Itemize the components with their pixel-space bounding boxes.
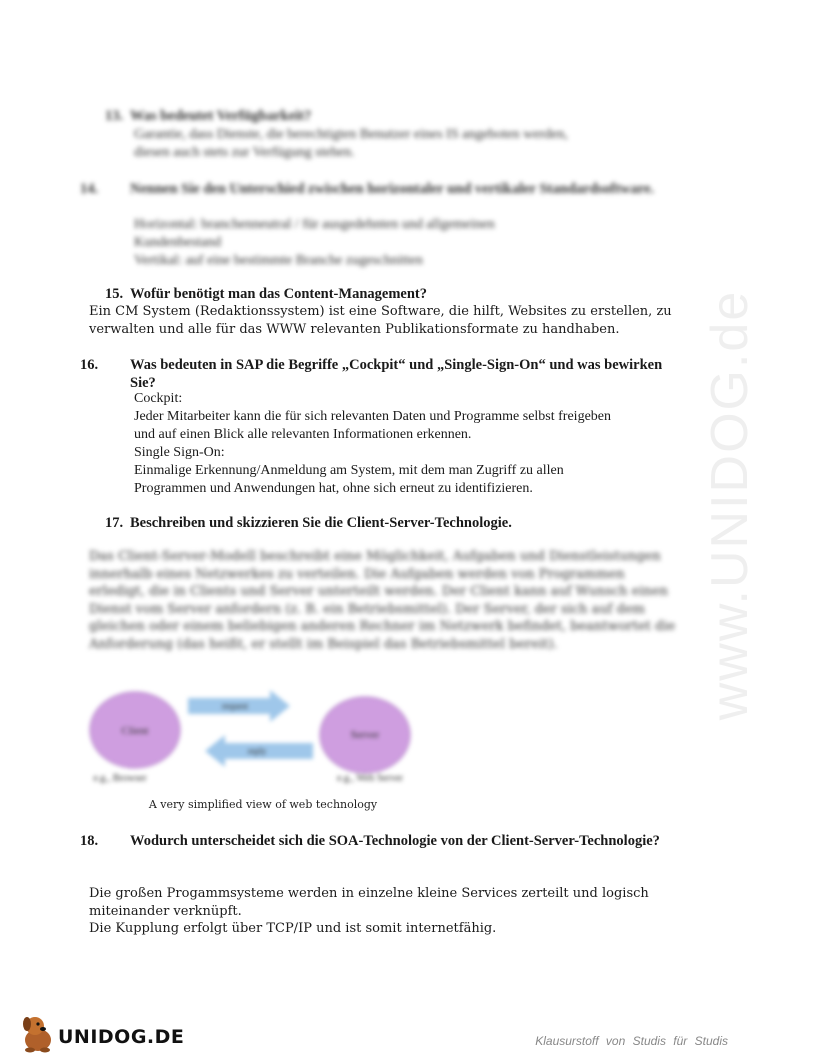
answer-15 <box>89 303 679 338</box>
dog-icon <box>18 1012 58 1054</box>
answer-line: Programmen und Anwendungen hat, ohne sich erneut zu identifizieren. <box>134 481 533 496</box>
question-16 <box>80 356 690 392</box>
answer-14 <box>134 216 674 270</box>
question-title: Nennen Sie den Unterschied zwischen horizontaler und vertikaler Standardsoftware. <box>130 181 655 197</box>
question-number: 13. <box>105 108 124 124</box>
answer-line: Vertikal: auf eine bestimmte Branche zugeschnitten <box>134 253 423 268</box>
answer-line: Anforderung (das heißt, er stellt im Beispiel das Betriebsmittel bereit). <box>89 636 558 652</box>
answer-18 <box>89 885 679 938</box>
watermark <box>630 270 830 740</box>
question-15 <box>105 285 665 303</box>
answer-line: Kundenbestand <box>134 235 222 250</box>
logo-text: UNIDOG.DE <box>58 1026 185 1048</box>
answer-line: diesen auch stets zur Verfügung stehen. <box>134 145 355 160</box>
answer-line: verwalten und alle für das WWW relevanten Publikationsformate zu handhaben. <box>89 321 620 337</box>
question-title: Wodurch unterscheidet sich die SOA-Technologie von der Client-Server-Technologie? <box>130 833 660 849</box>
question-number: 14. <box>80 181 99 197</box>
unidog-logo[interactable] <box>18 1012 185 1054</box>
answer-line: Die großen Progammsysteme werden in einzelne kleine Services zerteilt und logisch <box>89 886 649 901</box>
answer-line: erledigt, die in Clients und Server unterteilt werden. Der Client kann auf Wunsch einen <box>89 584 668 599</box>
answer-line: Ein CM System (Redaktionssystem) ist eine Software, die hilft, Websites zu erstellen, zu <box>89 304 672 319</box>
question-title: Beschreiben und skizzieren Sie die Client-Server-Technologie. <box>130 515 512 531</box>
answer-17 <box>89 548 679 653</box>
reply-label: reply <box>247 746 267 756</box>
answer-13 <box>134 126 674 162</box>
diagram-caption: A very simplified view of web technology <box>148 798 378 811</box>
question-18 <box>80 832 690 850</box>
client-label: Client <box>121 725 149 737</box>
watermark-text: www.UNIDOG.de <box>701 289 759 721</box>
server-caption: e.g., Web Server <box>337 773 403 784</box>
answer-line: Cockpit: <box>134 391 183 406</box>
footer-tagline: Klausurstoff von Studis für Studis <box>535 1034 728 1048</box>
answer-line: Das Client-Server-Modell beschreibt eine Möglichkeit, Aufgaben und Dienstleistungen <box>89 549 661 564</box>
question-17 <box>105 514 665 532</box>
question-title: Was bedeutet Verfügbarkeit? <box>130 108 312 124</box>
answer-line: Horizontal: branchenneutral / für ausgedehnten und allgemeinen <box>134 217 495 232</box>
question-title: Was bedeuten in SAP die Begriffe „Cockpit“ und „Single-Sign-On“ und was bewirken Sie? <box>130 357 663 391</box>
answer-line: Single Sign-On: <box>134 445 225 460</box>
request-label: request <box>222 701 248 711</box>
answer-line: innerhalb eines Netzwerkes zu verteilen. Die Aufgaben werden von Programmen <box>89 566 625 582</box>
answer-line: Einmalige Erkennung/Anmeldung am System, mit dem man Zugriff zu allen <box>134 463 564 478</box>
question-number: 15. <box>105 286 124 302</box>
question-number: 17. <box>105 515 124 531</box>
answer-line: Jeder Mitarbeiter kann die für sich relevanten Daten und Programme selbst freigeben <box>134 409 611 424</box>
answer-line: Dienst vom Server anfordern (z. B. ein Betriebsmittel). Der Server, der sich auf dem <box>89 601 645 617</box>
answer-line: miteinander verknüpft. <box>89 903 242 919</box>
diagram-figure <box>90 690 410 784</box>
client-caption: e.g., Browser <box>93 773 147 784</box>
client-server-diagram <box>85 680 430 815</box>
answer-16 <box>134 390 674 498</box>
question-14 <box>80 180 690 198</box>
answer-line: und auf einen Blick alle relevanten Informationen erkennen. <box>134 427 472 442</box>
answer-line: gleichen oder einem beliebigen anderen Rechner im Netzwerk befindet, beantwortet die <box>89 619 676 634</box>
question-number: 16. <box>80 357 99 373</box>
answer-line: Garantie, dass Dienste, die berechtigten Benutzer eines IS angeboten werden, <box>134 127 568 142</box>
server-label: Server <box>350 729 380 741</box>
question-title: Wofür benötigt man das Content-Management? <box>130 286 427 302</box>
question-number: 18. <box>80 833 99 849</box>
answer-line: Die Kupplung erfolgt über TCP/IP und ist somit internetfähig. <box>89 921 497 936</box>
question-13 <box>105 107 665 125</box>
